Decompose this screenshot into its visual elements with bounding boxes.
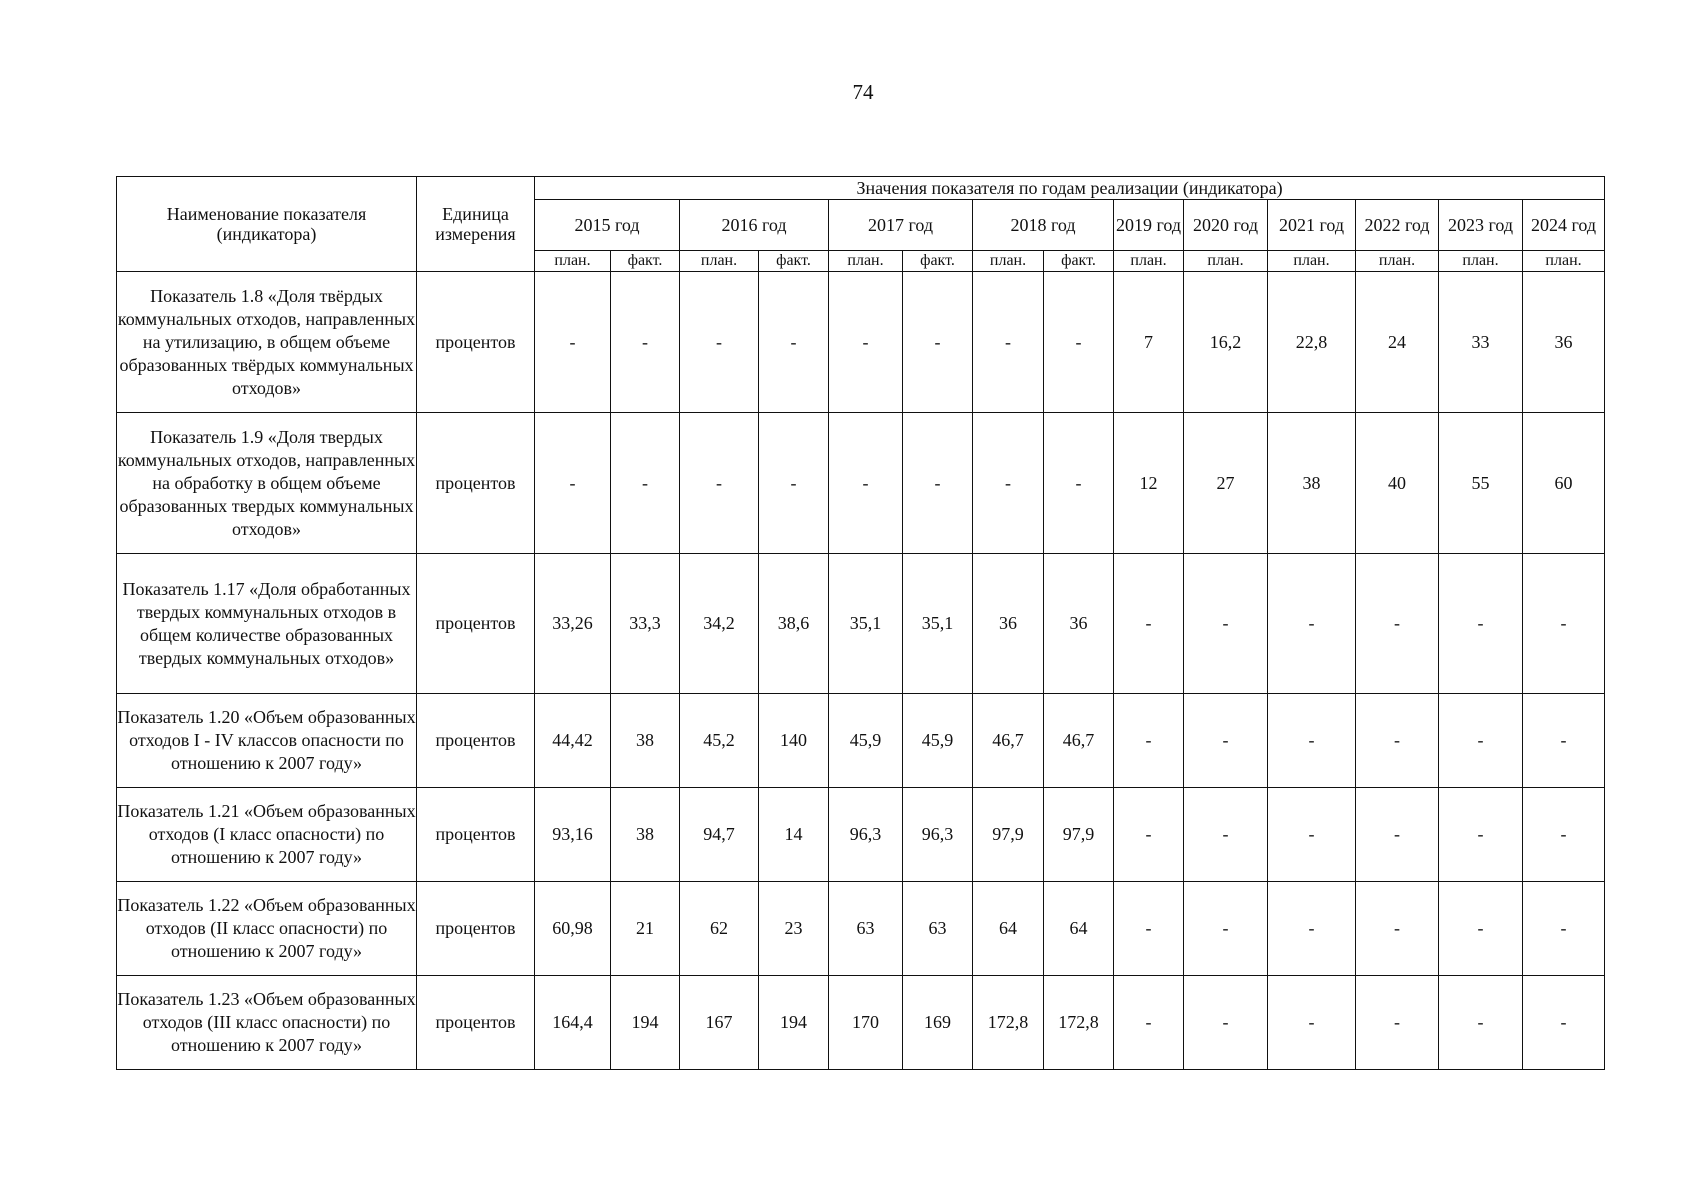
table-row bbox=[117, 413, 1605, 554]
indicator-value: 45,2 bbox=[680, 694, 759, 788]
indicator-value: 12 bbox=[1114, 413, 1184, 554]
indicator-value: - bbox=[973, 413, 1044, 554]
indicator-name: Показатель 1.17 «Доля обработанных твердых коммунальных отходов в общем количестве образованных твердых коммунальных отходов» bbox=[117, 554, 417, 694]
indicator-value: - bbox=[1044, 272, 1114, 413]
table-row bbox=[117, 554, 1605, 694]
indicator-name: Показатель 1.20 «Объем образованных отходов I - IV классов опасности по отношению к 2007 году» bbox=[117, 694, 417, 788]
indicator-value: - bbox=[680, 272, 759, 413]
indicator-value: 64 bbox=[973, 882, 1044, 976]
indicator-value: 96,3 bbox=[829, 788, 903, 882]
indicator-value: - bbox=[1439, 976, 1523, 1070]
header-unit: Единица измерения bbox=[417, 177, 535, 272]
indicator-value: - bbox=[1114, 976, 1184, 1070]
indicator-value: 35,1 bbox=[903, 554, 973, 694]
header-year: 2018 год bbox=[973, 200, 1114, 251]
header-year: 2022 год bbox=[1356, 200, 1439, 251]
indicator-value: 172,8 bbox=[973, 976, 1044, 1070]
indicator-value: 22,8 bbox=[1268, 272, 1356, 413]
indicator-name: Показатель 1.9 «Доля твердых коммунальных отходов, направленных на обработку в общем объеме образованных твердых коммунальных отходов» bbox=[117, 413, 417, 554]
indicator-value: 93,16 bbox=[535, 788, 611, 882]
indicator-value: - bbox=[1184, 976, 1268, 1070]
page-number: 74 bbox=[852, 80, 874, 104]
indicator-value: - bbox=[1184, 694, 1268, 788]
indicator-value: - bbox=[829, 272, 903, 413]
table-header bbox=[117, 177, 1605, 272]
indicator-value: - bbox=[535, 413, 611, 554]
indicator-value: 23 bbox=[759, 882, 829, 976]
header-fact: факт. bbox=[1044, 251, 1114, 272]
indicator-value: - bbox=[1439, 788, 1523, 882]
indicator-value: 169 bbox=[903, 976, 973, 1070]
indicator-value: - bbox=[1523, 788, 1605, 882]
indicator-value: 194 bbox=[759, 976, 829, 1070]
header-plan: план. bbox=[1184, 251, 1268, 272]
indicator-value: 34,2 bbox=[680, 554, 759, 694]
indicator-value: 38 bbox=[611, 694, 680, 788]
indicator-value: 35,1 bbox=[829, 554, 903, 694]
indicator-name: Показатель 1.8 «Доля твёрдых коммунальных отходов, направленных на утилизацию, в общем объеме образованных твёрдых коммунальных отходов» bbox=[117, 272, 417, 413]
header-name: Наименование показателя (индикатора) bbox=[117, 177, 417, 272]
indicator-value: - bbox=[1356, 788, 1439, 882]
indicator-value: - bbox=[1439, 882, 1523, 976]
indicator-value: - bbox=[680, 413, 759, 554]
indicator-value: - bbox=[1268, 694, 1356, 788]
indicator-value: 60 bbox=[1523, 413, 1605, 554]
indicators-table bbox=[116, 176, 1605, 1070]
indicator-value: 38 bbox=[1268, 413, 1356, 554]
header-fact: факт. bbox=[759, 251, 829, 272]
indicator-value: 63 bbox=[829, 882, 903, 976]
indicator-value: 24 bbox=[1356, 272, 1439, 413]
header-year: 2015 год bbox=[535, 200, 680, 251]
indicator-value: 36 bbox=[1523, 272, 1605, 413]
indicator-value: - bbox=[1356, 554, 1439, 694]
header-year: 2016 год bbox=[680, 200, 829, 251]
indicator-value: 38,6 bbox=[759, 554, 829, 694]
indicator-value: 36 bbox=[973, 554, 1044, 694]
header-plan: план. bbox=[1523, 251, 1605, 272]
indicator-value: - bbox=[1523, 554, 1605, 694]
indicator-value: 64 bbox=[1044, 882, 1114, 976]
indicator-value: - bbox=[611, 272, 680, 413]
header-fact: факт. bbox=[611, 251, 680, 272]
indicator-value: - bbox=[611, 413, 680, 554]
indicator-value: - bbox=[1439, 554, 1523, 694]
indicator-value: - bbox=[1356, 976, 1439, 1070]
indicator-value: 40 bbox=[1356, 413, 1439, 554]
header-plan: план. bbox=[1268, 251, 1356, 272]
indicator-value: 60,98 bbox=[535, 882, 611, 976]
indicator-value: 33,3 bbox=[611, 554, 680, 694]
indicator-value: - bbox=[1114, 554, 1184, 694]
indicator-value: 33,26 bbox=[535, 554, 611, 694]
indicator-value: 33 bbox=[1439, 272, 1523, 413]
header-fact: факт. bbox=[903, 251, 973, 272]
indicator-value: 46,7 bbox=[1044, 694, 1114, 788]
indicator-value: - bbox=[535, 272, 611, 413]
indicator-value: 172,8 bbox=[1044, 976, 1114, 1070]
header-plan: план. bbox=[1356, 251, 1439, 272]
indicator-value: - bbox=[903, 413, 973, 554]
indicator-value: - bbox=[759, 272, 829, 413]
indicator-value: 167 bbox=[680, 976, 759, 1070]
indicator-value: - bbox=[1356, 694, 1439, 788]
table-row bbox=[117, 976, 1605, 1070]
header-year: 2017 год bbox=[829, 200, 973, 251]
indicator-value: 140 bbox=[759, 694, 829, 788]
indicator-value: - bbox=[1356, 882, 1439, 976]
indicator-value: - bbox=[973, 272, 1044, 413]
indicator-value: 16,2 bbox=[1184, 272, 1268, 413]
indicator-value: - bbox=[1114, 882, 1184, 976]
table-row bbox=[117, 694, 1605, 788]
indicator-value: 7 bbox=[1114, 272, 1184, 413]
indicator-value: 36 bbox=[1044, 554, 1114, 694]
indicator-value: - bbox=[1523, 694, 1605, 788]
indicator-value: - bbox=[1268, 554, 1356, 694]
indicator-unit: процентов bbox=[417, 554, 535, 694]
indicator-value: 55 bbox=[1439, 413, 1523, 554]
indicator-value: 97,9 bbox=[973, 788, 1044, 882]
indicator-unit: процентов bbox=[417, 788, 535, 882]
header-row-1 bbox=[117, 177, 1605, 200]
indicator-name: Показатель 1.23 «Объем образованных отходов (III класс опасности) по отношению к 2007 году» bbox=[117, 976, 417, 1070]
indicator-value: 45,9 bbox=[829, 694, 903, 788]
header-plan: план. bbox=[973, 251, 1044, 272]
header-year: 2021 год bbox=[1268, 200, 1356, 251]
indicator-unit: процентов bbox=[417, 694, 535, 788]
header-plan: план. bbox=[1439, 251, 1523, 272]
header-plan: план. bbox=[680, 251, 759, 272]
indicator-value: - bbox=[1268, 976, 1356, 1070]
indicator-value: 63 bbox=[903, 882, 973, 976]
header-plan: план. bbox=[535, 251, 611, 272]
table-body bbox=[117, 272, 1605, 1070]
indicator-value: - bbox=[1268, 788, 1356, 882]
indicator-unit: процентов bbox=[417, 413, 535, 554]
indicator-value: 44,42 bbox=[535, 694, 611, 788]
table-row bbox=[117, 272, 1605, 413]
indicator-value: 21 bbox=[611, 882, 680, 976]
indicator-value: 45,9 bbox=[903, 694, 973, 788]
indicator-value: 38 bbox=[611, 788, 680, 882]
header-plan: план. bbox=[829, 251, 903, 272]
header-year: 2023 год bbox=[1439, 200, 1523, 251]
indicator-value: 164,4 bbox=[535, 976, 611, 1070]
indicator-value: - bbox=[903, 272, 973, 413]
table-row bbox=[117, 882, 1605, 976]
indicator-value: 96,3 bbox=[903, 788, 973, 882]
indicator-value: - bbox=[829, 413, 903, 554]
indicator-value: - bbox=[1044, 413, 1114, 554]
indicator-value: 94,7 bbox=[680, 788, 759, 882]
indicator-value: - bbox=[1114, 788, 1184, 882]
indicator-value: 170 bbox=[829, 976, 903, 1070]
indicator-unit: процентов bbox=[417, 882, 535, 976]
indicator-value: - bbox=[1184, 788, 1268, 882]
indicator-unit: процентов bbox=[417, 272, 535, 413]
indicator-value: - bbox=[759, 413, 829, 554]
header-values-group: Значения показателя по годам реализации (индикатора) bbox=[535, 177, 1605, 200]
table-row bbox=[117, 788, 1605, 882]
indicator-value: 62 bbox=[680, 882, 759, 976]
header-plan: план. bbox=[1114, 251, 1184, 272]
indicator-value: 14 bbox=[759, 788, 829, 882]
indicator-value: 27 bbox=[1184, 413, 1268, 554]
indicator-value: - bbox=[1184, 554, 1268, 694]
indicator-value: - bbox=[1184, 882, 1268, 976]
indicator-value: 46,7 bbox=[973, 694, 1044, 788]
indicator-value: - bbox=[1439, 694, 1523, 788]
indicator-value: - bbox=[1523, 976, 1605, 1070]
indicator-name: Показатель 1.22 «Объем образованных отходов (II класс опасности) по отношению к 2007 году» bbox=[117, 882, 417, 976]
indicator-unit: процентов bbox=[417, 976, 535, 1070]
indicator-value: - bbox=[1114, 694, 1184, 788]
indicator-value: 194 bbox=[611, 976, 680, 1070]
indicator-value: 97,9 bbox=[1044, 788, 1114, 882]
header-year: 2019 год bbox=[1114, 200, 1184, 251]
indicator-name: Показатель 1.21 «Объем образованных отходов (I класс опасности) по отношению к 2007 году» bbox=[117, 788, 417, 882]
indicator-value: - bbox=[1268, 882, 1356, 976]
header-year: 2024 год bbox=[1523, 200, 1605, 251]
indicator-value: - bbox=[1523, 882, 1605, 976]
header-year: 2020 год bbox=[1184, 200, 1268, 251]
